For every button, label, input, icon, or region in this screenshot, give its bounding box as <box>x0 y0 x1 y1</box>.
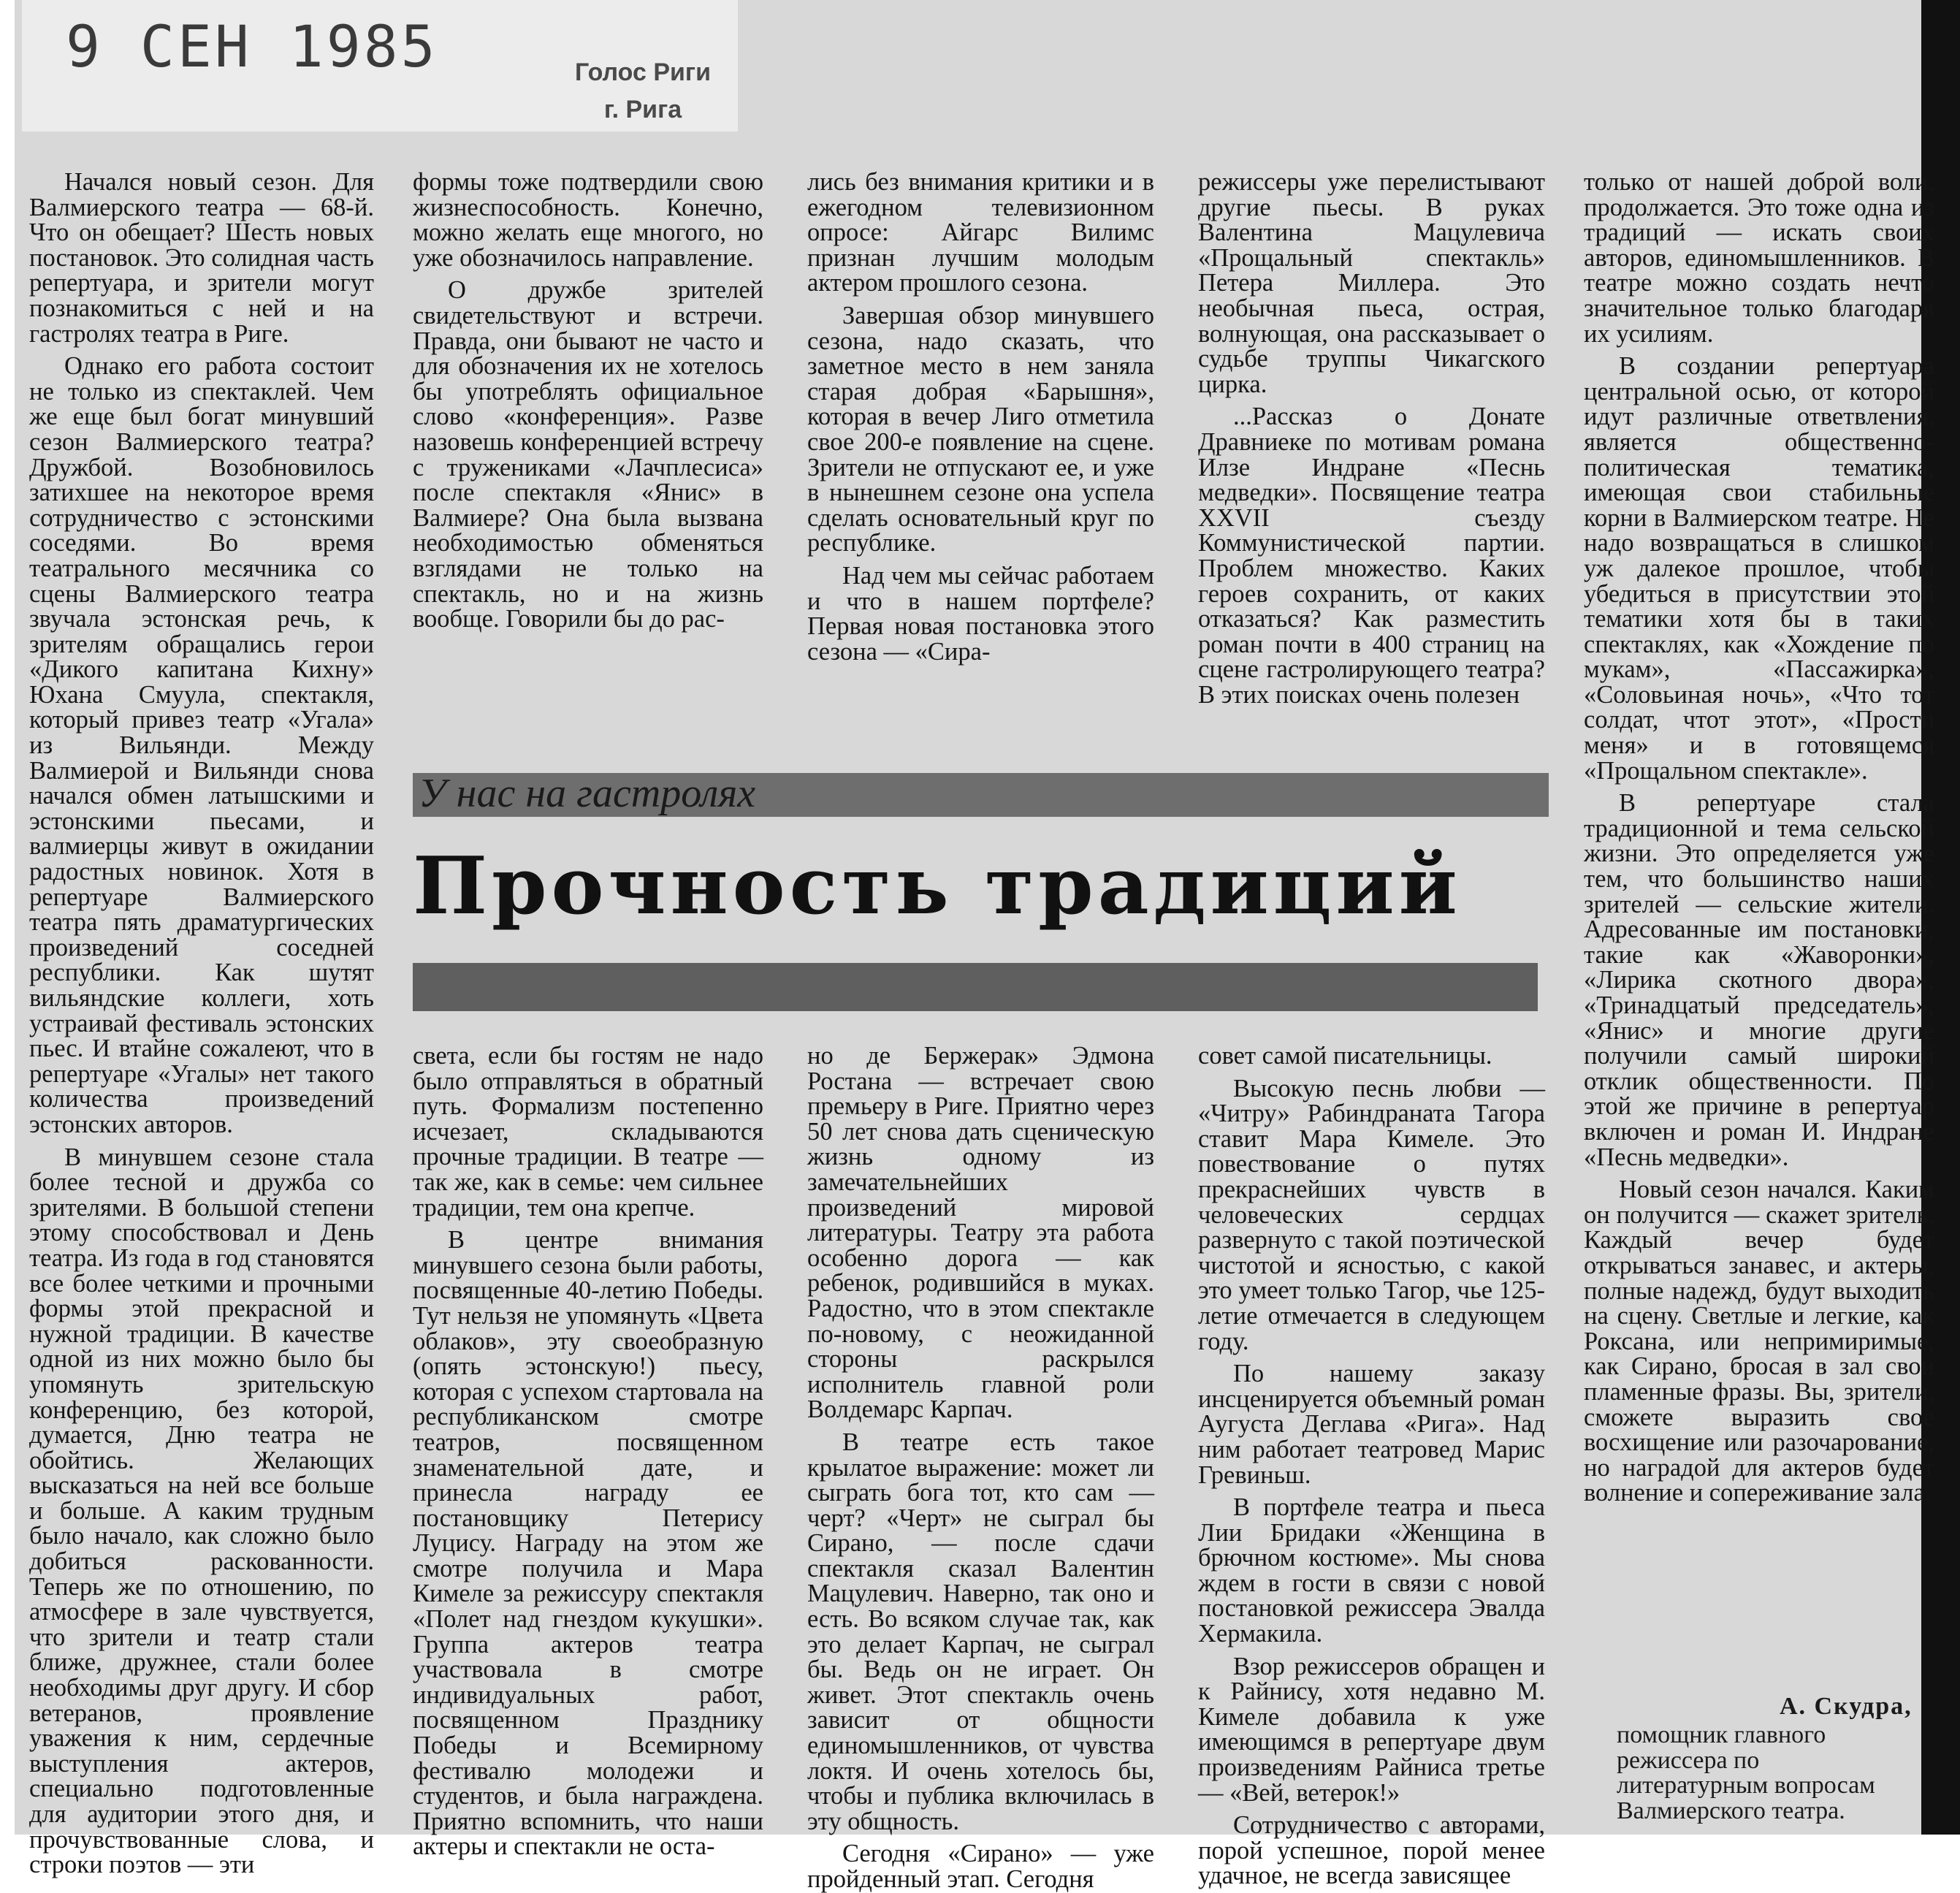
column-1 <box>29 168 374 1879</box>
paragraph: лись без внимания критики и в ежегодном телевизионном опросе: Айгарс Вилимс признан лучшим молодым актером прошлого сезона. <box>807 168 1154 297</box>
author-role: помощник главного режиссера по литературным вопросам Валмиерского театра. <box>1617 1721 1875 1824</box>
author-name: А. Скудра, <box>1780 1693 1913 1720</box>
clipping-header <box>22 0 738 132</box>
paragraph: Новый сезон начался. Каким он получится — скажет зритель. Каждый вечер будет открываться занавес, и актеры, полные надежд, будут выходить на сцену. Светлые и легкие, как Роксана, или непримиримые, как Сирано, бросая в зал свои пламенные фразы. Вы, зрители, сможете выразить свое восхищение или разочарование, но наградой для актеров будет волнение и сопереживание зала. <box>1584 1176 1934 1507</box>
rubric-title: У нас на гастролях <box>419 771 756 816</box>
paragraph: совет самой писательницы. <box>1198 1042 1492 1070</box>
paragraph: Сегодня «Сирано» — уже пройденный этап. Сегодня <box>807 1840 1154 1893</box>
paragraph: Высокую песнь любви — «Читру» Рабиндраната Тагора ставит Мара Кимеле. Это повествование о путях прекраснейших чувств в человеческих сердцах развернуто с такой поэтической чистотой и ясностью, с какой это умеет только Тагор, чье 125-летие отмечается в следующем году. <box>1198 1074 1545 1355</box>
column-5 <box>1584 170 1934 1682</box>
column-3-top <box>807 170 1154 681</box>
paragraph: формы тоже подтвердили свою жизнеспособность. Конечно, можно желать еще многого, но уже обозначилось направление. <box>413 168 763 272</box>
paragraph: О дружбе зрителей свидетельствуют и встречи. Правда, они бывают не часто и для обозначения их не хотелось бы употреблять официальное слово «конференция». Разве назовешь конференцией встречу с тружениками «Лачплесиса» после спектакля «Янис» в Валмиере? Она была вызвана необходимостью обменяться взглядами не только на спектакль, но и на жизнь вообще. Говорили бы до рас- <box>413 276 763 633</box>
column-4-top <box>1198 168 1545 709</box>
paragraph: Завершая обзор минувшего сезона, надо сказать, что заметное место в нем заняла старая добрая «Барышня», которая в вечер Лиго отметила свое 200-е появление на сцене. Зрители не отпускают ее, и уже в нынешнем сезоне она успела сделать основательный круг по республике. <box>807 301 1154 557</box>
paragraph: Над чем мы сейчас работаем и что в нашем портфеле? Первая новая постановка этого сезона — «Сира- <box>807 561 1154 666</box>
column-4-bottom <box>1198 1042 1545 1890</box>
paragraph: но де Бержерак» Эдмона Ростана — встречает свою премьеру в Риге. Приятно через 50 лет снова дать сценическую жизнь одному из замечательнейших произведений мировой литературы. Театру эта работа особенно дорога — как ребенок, родившийся в муках. Радостно, что в этом спектакле по-новому, с неожиданной стороны раскрылся исполнитель главной роли Волдемарс Карпач. <box>807 1042 1154 1424</box>
paragraph: По нашему заказу инсценируется объемный роман Аугуста Деглава «Рига». Над ним работает театровед Марис Гревиньш. <box>1198 1360 1545 1489</box>
paragraph: света, если бы гостям не надо было отправляться в обратный путь. Формализм постепенно исчезает, складываются прочные традиции. В театре — так же, как в семье: чем сильнее традиции, тем она крепче. <box>413 1042 763 1222</box>
paragraph: режиссеры уже перелистывают другие пьесы. В руках Валентина Мацулевича «Прощальный спектакль» Петера Миллера. Это необычная пьеса, острая, волнующая, она рассказывает о судьбе труппы Чикагского цирка. <box>1198 168 1545 398</box>
paragraph: только от нашей доброй воли, продолжается. Это тоже одна из традиций — искать своих авторов, единомышленников. В театре можно создать нечто значительное только благодаря их усилиям. <box>1584 168 1934 348</box>
column-2-bottom <box>413 1042 763 1861</box>
paragraph: В репертуаре стала традиционной и тема сельской жизни. Это определяется уже тем, что большинство наших зрителей — сельские жители. Адресованные им постановки, такие как «Жаворонки», «Лирика скотного двора», «Тринадцатый председатель», «Янис» и многие другие получили самый широкий отклик общественности. По этой же причине в репертуар включен и роман И. Индране «Песнь медведки». <box>1584 789 1934 1171</box>
newspaper-name: Голос Риги <box>575 58 711 86</box>
column-3-bottom <box>807 1042 1154 1893</box>
paragraph: Сотрудничество с авторами, порой успешное, порой менее удачное, не всегда зависящее <box>1198 1811 1545 1890</box>
newspaper-city: г. Рига <box>603 96 682 123</box>
paragraph: В минувшем сезоне стала более тесной и дружба со зрителями. В большой степени этому способствовал и День театра. Из года в год становятся все более четкими и прочными формы этой прекрасной и нужной традиции. В качестве одной из них можно было бы упомянуть зрительскую конференцию, без которой, думается, Дню театра не обойтись. Желающих высказаться на ней все больше и больше. А каким трудным было начало, как сложно было добиться раскованности. Теперь же по отношению, по атмосфере в зале чувствуется, что зрители и театр стали ближе, дружнее, стали более необходимы друг другу. И сбор ветеранов, проявление уважения к ним, сердечные выступления актеров, специально подготовленные для аудитории этого дня, и прочувствованные слова, и строки поэтов — эти <box>29 1143 374 1879</box>
paragraph: Начался новый сезон. Для Валмиерского театра — 68-й. Что он обещает? Шесть новых постановок. Это солидная часть репертуара, и зрители могут познакомиться с ней и на гастролях театра в Риге. <box>29 168 374 348</box>
newspaper-stamp <box>526 54 760 129</box>
date-stamp: 9 СЕН 1985 <box>66 15 438 80</box>
column-2-top <box>413 170 763 696</box>
paragraph: В портфеле театра и пьеса Лии Бридаки «Женщина в брючном костюме». Мы снова ждем в гости в связи с новой постановкой режиссера Эвалда Хермакила. <box>1198 1493 1545 1648</box>
paragraph: Однако его работа состоит не только из спектаклей. Чем же еще был богат минувший сезон Валмиерского театра? Дружбой. Возобновилось затихшее на некоторое время сотрудничество с эстонскими соседями. Во время театрального месячника со сцены Валмиерского театра звучала эстонская речь, к зрителям обращались герои «Дикого капитана Кихну» Юхана Смуула, спектакля, который привез театр «Угала» из Вильянди. Между Валмиерой и Вильянди снова начался обмен латышскими и эстонскими пьесами, и валмиерцы живут в ожидании радостных новинок. Хотя в репертуаре Валмиерского театра пять драматургических произведений соседней республики. Как шутят вильяндские коллеги, хоть устраивай фестиваль эстонских пьес. И втайне сожалеют, что в репертуаре «Угалы» нет такого количества произведений эстонских авторов. <box>29 352 374 1138</box>
paragraph: В театре есть такое крылатое выражение: может ли сыграть бога тот, кто сам — черт? «Черт» не сыграл бы Сирано, — после сдачи спектакля сказал Валентин Мацулевич. Наверно, так оно и есть. Во всяком случае так, как это делает Карпач, не сыграл бы. Ведь он не играет. Он живет. Этот спектакль очень зависит от общности единомышленников, от чувства локтя. И очень хотелось бы, чтобы и публика включилась в эту общность. <box>807 1428 1154 1835</box>
paragraph: Взор режиссеров обращен и к Райнису, хотя недавно М. Кимеле добавила к уже имеющимся в репертуаре двум произведениям Райниса третье — «Вей, ветерок!» <box>1198 1652 1545 1807</box>
headline-underline-band <box>413 963 1538 1011</box>
paragraph: ...Рассказ о Донате Дравниеке по мотивам романа Илзе Индране «Песнь медведки». Посвящение театра XXVII съезду Коммунистической партии. Проблем множество. Каких героев сохранить, от каких отказаться? Как разместить роман почти в 400 страниц на сцене гастролирующего театра? В этих поисках очень полезен <box>1198 403 1545 709</box>
paragraph: В центре внимания минувшего сезона были работы, посвященные 40-летию Победы. Тут нельзя не упомянуть «Цвета облаков», эту своеобразную (опять эстонскую!) пьесу, которая с успехом стартовала на республиканском смотре театров, посвященном знаменательной дате, и принесла награду ее постановщику Петерису Луцису. Награду на этом же смотре получила и Мара Кимеле за режиссуру спектакля «Полет над гнездом кукушки». Группа актеров театра участвовала в смотре индивидуальных работ, посвященном Празднику Победы и Всемирному фестивалю молодежи и студентов, и была награждена. Приятно вспомнить, что наши актеры и спектакли не оста- <box>413 1226 763 1861</box>
article-headline: Прочность традиций <box>413 840 1462 932</box>
paragraph: В создании репертуара центральной осью, от которой идут различные ответвления, является общественно-политическая тематика, имеющая свои стабильные корни в Валмиерском театре. Не надо возвращаться в слишком уж далекое прошлое, чтобы убедиться в присутствии этой тематики хотя бы в таких спектаклях, как «Хождение по мукам», «Пассажирка», «Соловьиная ночь», «Что тот солдат, чтот этот», «Прости меня» и в готовящемся «Прощальном спектакле». <box>1584 352 1934 785</box>
